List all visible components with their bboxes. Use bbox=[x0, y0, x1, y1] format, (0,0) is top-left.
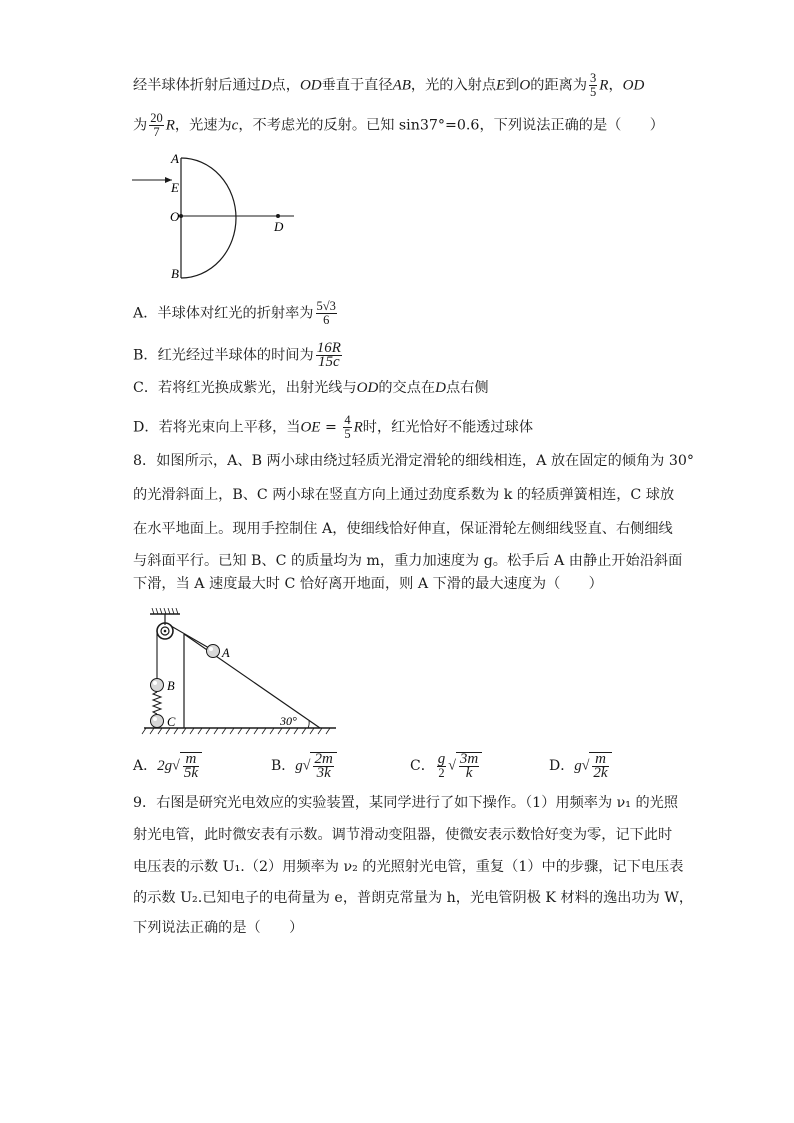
q8-text-line-4: 与斜面平行。已知 B、C 的质量均为 m，重力加速度为 g。松手后 A 由静止开始沿斜面 bbox=[133, 553, 683, 569]
q8-option-C: C． $\frac{g}{2}$ √ $\frac{3m}{k}$ bbox=[410, 752, 482, 780]
point-D bbox=[276, 214, 280, 218]
q7-option-D: D．若将光束向上平移，当OE = $\frac{4}{5}$ R时，红光恰好不能透过球体 bbox=[133, 413, 534, 441]
hemisphere-arc bbox=[181, 158, 236, 278]
q7-option-A: A．半球体对红光的折射率为 $\frac{5√3}{6}$ bbox=[133, 299, 336, 327]
q7-text: 经半球体折射后通过 bbox=[133, 77, 261, 94]
q8-option-A: A．2g√ $\frac{m}{5k}$ bbox=[133, 752, 202, 780]
q7-var-OD: OD bbox=[622, 77, 645, 94]
label-O: O bbox=[170, 209, 180, 224]
right-string bbox=[171, 626, 209, 648]
label-B: B bbox=[171, 266, 179, 281]
label-A: A bbox=[222, 646, 230, 660]
q9-text-line-3: 电压表的示数 U₁.（2）用频率为 ν₂ 的光照射光电管，重复（1）中的步骤，记下电压表 bbox=[133, 859, 684, 875]
fraction: $\frac{16R}{15c}$ bbox=[316, 340, 341, 370]
q8-option-B: B．g√ $\frac{2m}{3k}$ bbox=[271, 752, 337, 780]
q7-text: 到 bbox=[505, 77, 520, 94]
sqrt: √ $\frac{2m}{3k}$ bbox=[303, 752, 337, 780]
label-angle: 30° bbox=[280, 714, 297, 728]
q9-text-line-4: 的示数 U₂.已知电子的电荷量为 e，普朗克常量为 h，光电管阴极 K 材料的逸出功为 W， bbox=[133, 890, 694, 906]
q7-var-OD: OD bbox=[299, 77, 322, 94]
q7-option-B: B．红光经过半球体的时间为 $\frac{16R}{15c}$ bbox=[133, 340, 341, 370]
ball-C-icon bbox=[151, 715, 164, 728]
q7-var-R: R bbox=[599, 77, 609, 94]
q8-text-line-1: 8．如图所示，A、B 两小球由绕过轻质光滑定滑轮的细线相连，A 放在固定的倾角为 30° bbox=[133, 453, 694, 469]
sqrt: √ $\frac{m}{5k}$ bbox=[172, 752, 202, 780]
fraction: $\frac{5√3}{6}$ bbox=[316, 299, 336, 327]
q7-fraction-3-5: $\frac{3}{5}$ bbox=[590, 71, 597, 99]
incline-slope bbox=[184, 634, 320, 728]
q7-text: 为 bbox=[133, 117, 148, 134]
sqrt: √ $\frac{m}{2k}$ bbox=[582, 752, 612, 780]
q7-text: ， bbox=[608, 77, 623, 94]
q8-text-line-3: 在水平地面上。现用手控制住 A，使细线恰好伸直，保证滑轮左侧细线竖直、右侧细线 bbox=[133, 521, 673, 537]
q8-text-line-2: 的光滑斜面上，B、C 两小球在竖直方向上通过劲度系数为 k 的轻质弹簧相连，C 球放 bbox=[133, 487, 675, 503]
q7-text: ，光速为 bbox=[174, 117, 232, 134]
q7-text: 点， bbox=[271, 77, 300, 94]
label-B: B bbox=[167, 679, 175, 693]
spring-icon bbox=[153, 692, 161, 714]
q9-text-line-2: 射光电管，此时微安表有示数。调节滑动变阻器，使微安表示数恰好变为零，记下此时 bbox=[133, 827, 673, 843]
q8-pulley-incline-figure bbox=[140, 608, 340, 740]
q9-text-line-1: 9．右图是研究光电效应的实验装置，某同学进行了如下操作。（1）用频率为 ν₁ 的光照 bbox=[133, 795, 679, 811]
q7-text: 的距离为 bbox=[530, 77, 588, 94]
q7-hemisphere-figure bbox=[128, 150, 308, 285]
label-D: D bbox=[274, 219, 284, 234]
label-E: E bbox=[171, 180, 179, 195]
label-A: A bbox=[171, 151, 179, 166]
label-C: C bbox=[167, 715, 176, 729]
q7-text-line-1 bbox=[133, 72, 644, 99]
q7-text: 垂直于直径 bbox=[321, 77, 393, 94]
q7-text: ，不考虑光的反射。已知 sin37°=0.6，下列说法正确的是（ ） bbox=[238, 117, 664, 134]
sqrt: √ $\frac{3m}{k}$ bbox=[448, 752, 482, 780]
ball-A-icon bbox=[207, 645, 220, 658]
q7-text: ，光的入射点 bbox=[410, 77, 497, 94]
fraction: $\frac{4}{5}$ bbox=[344, 413, 351, 441]
point-O bbox=[179, 214, 183, 218]
q7-var-R: R bbox=[165, 117, 175, 134]
q8-text-line-5: 下滑，当 A 速度最大时 C 恰好离开地面，则 A 下滑的最大速度为（ ） bbox=[133, 576, 603, 592]
q7-var-AB: AB bbox=[392, 77, 411, 94]
ball-B-icon bbox=[151, 679, 164, 692]
q7-var-O: O bbox=[519, 77, 531, 94]
q8-option-D: D．g√ $\frac{m}{2k}$ bbox=[549, 752, 612, 780]
angle-arc bbox=[308, 721, 309, 728]
q7-var-D: D bbox=[260, 77, 272, 94]
q7-fraction-20-7: $\frac{20}{7}$ bbox=[150, 111, 163, 139]
q9-text-line-5: 下列说法正确的是（ ） bbox=[133, 920, 304, 936]
q7-var-c: c bbox=[231, 117, 239, 134]
q7-var-E: E bbox=[496, 77, 506, 94]
q7-option-C: C．若将红光换成紫光，出射光线与OD的交点在D点右侧 bbox=[133, 380, 489, 396]
q7-text-line-2 bbox=[133, 112, 664, 139]
